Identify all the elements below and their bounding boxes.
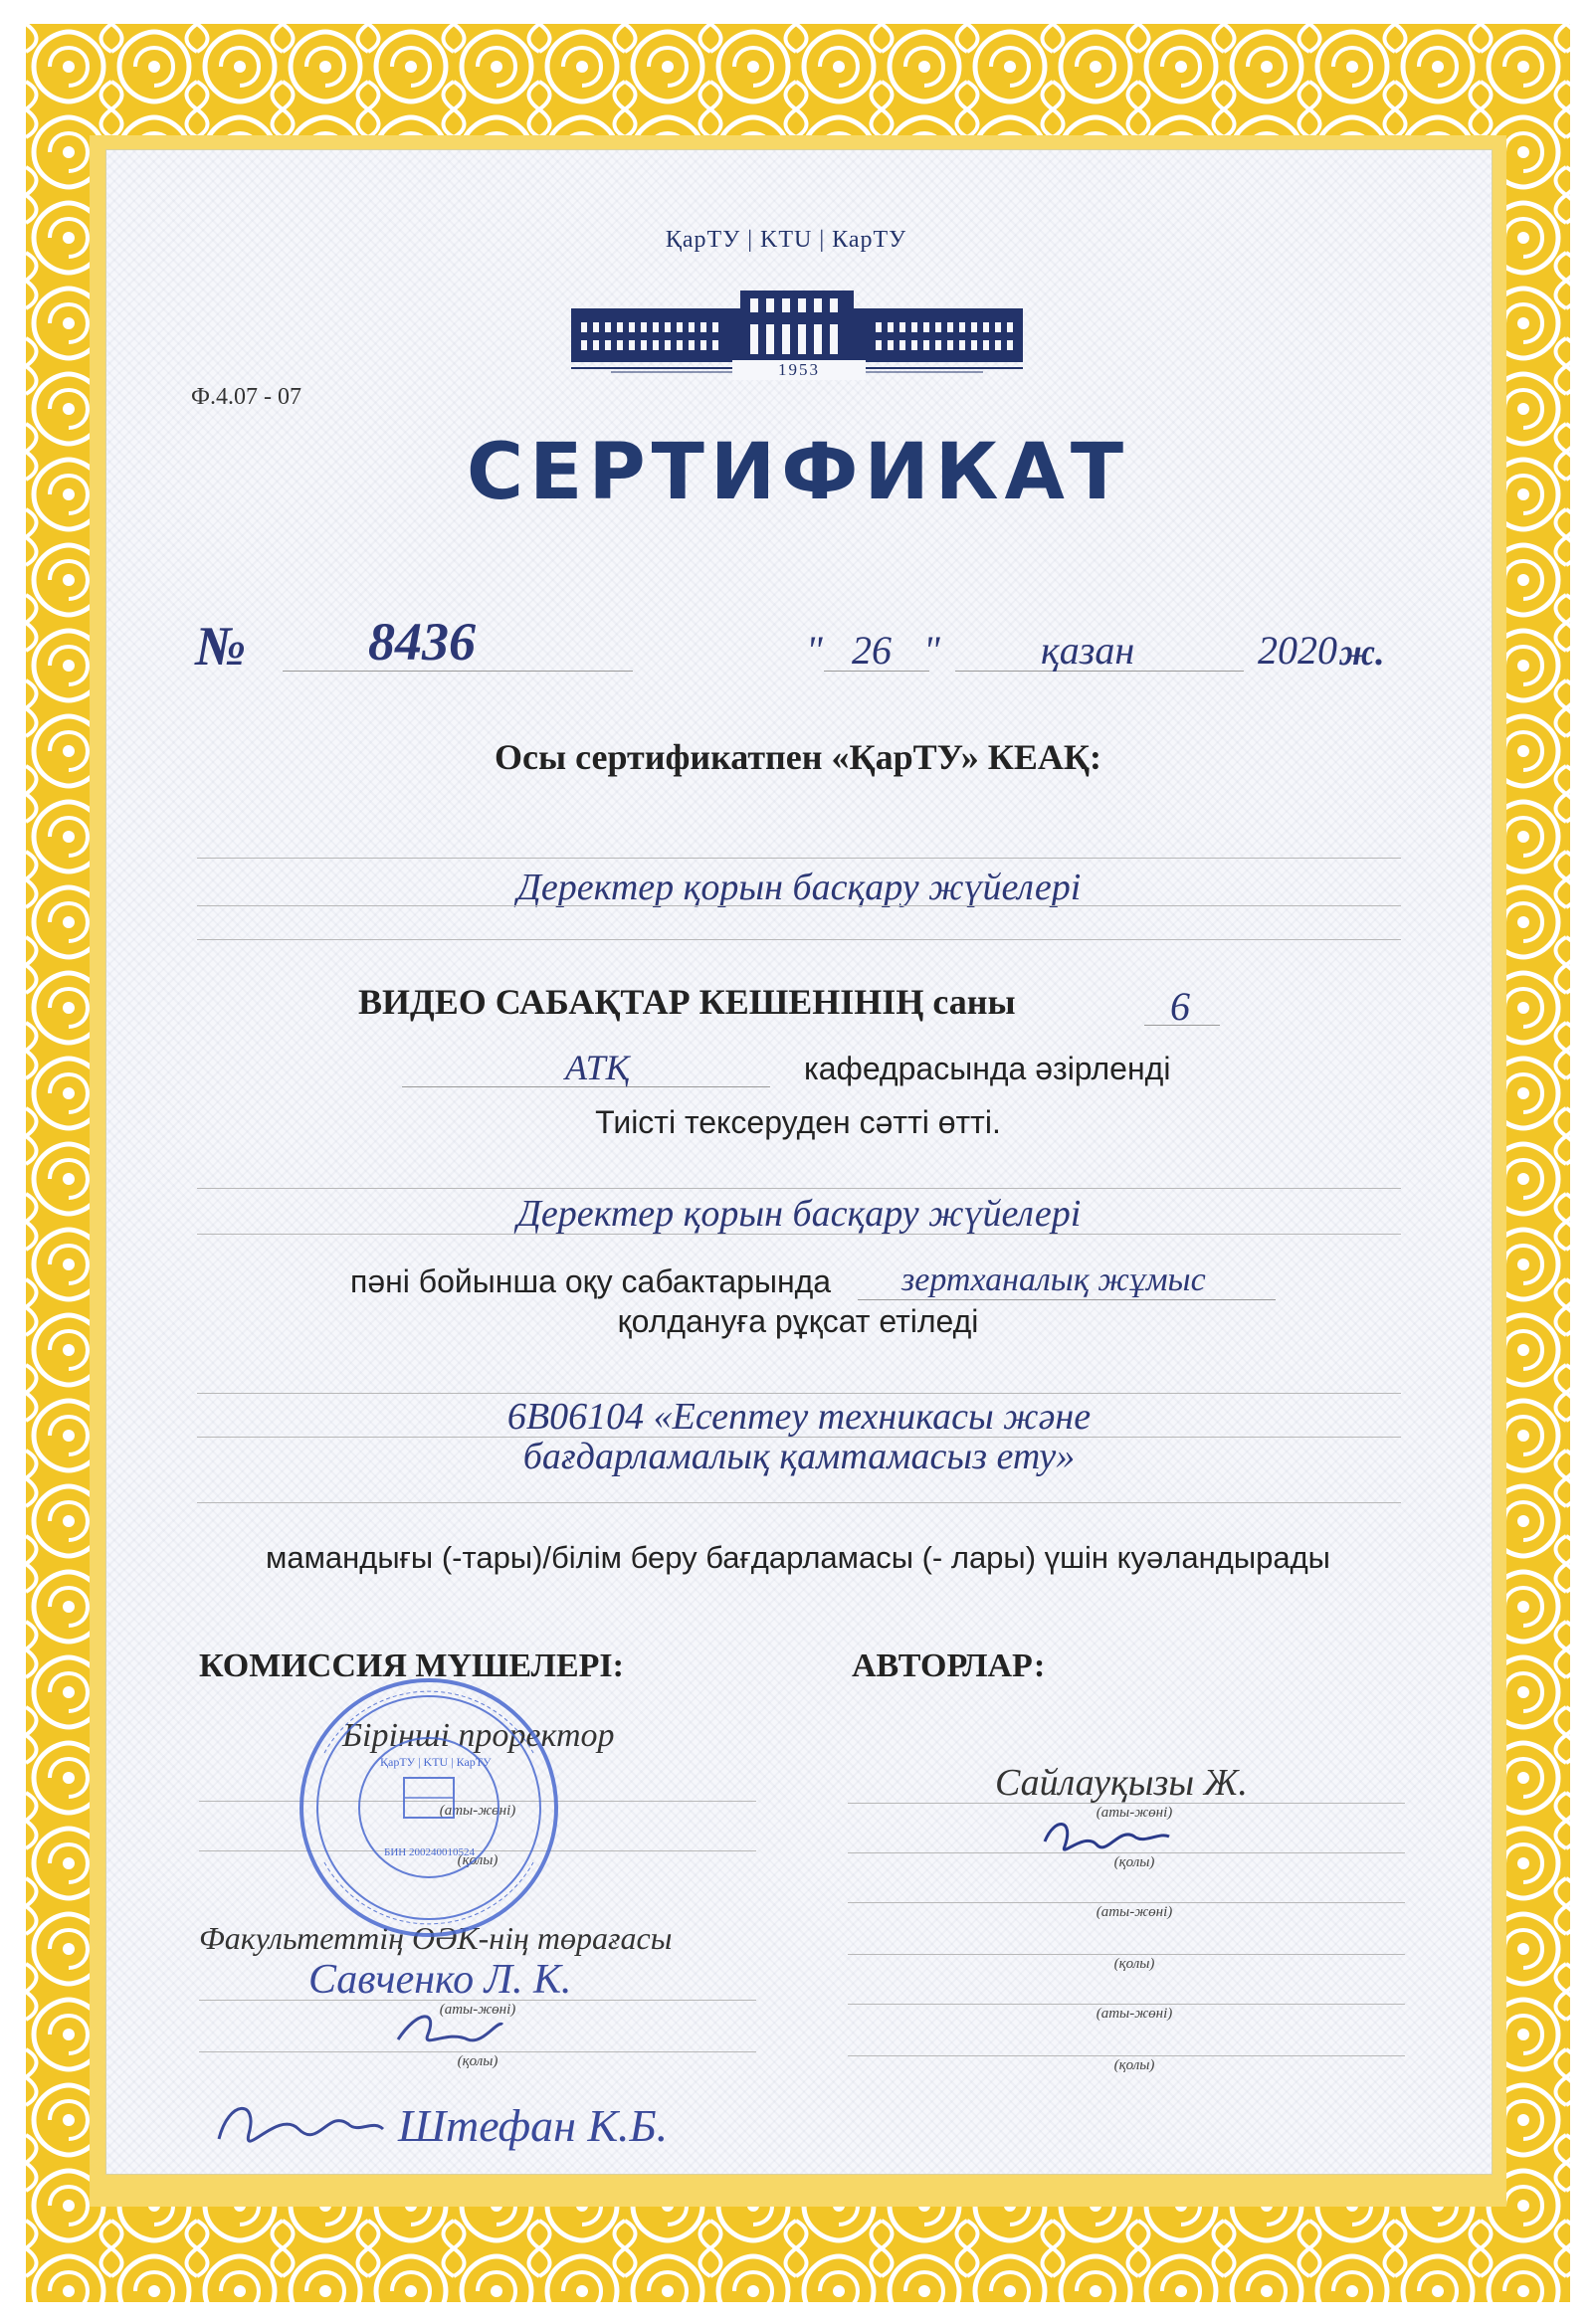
number-label: № xyxy=(195,616,247,678)
signature-line xyxy=(848,2055,1405,2056)
program-line-2: бағдарламалық қамтамасыз ету» xyxy=(522,1436,1076,1477)
usage-type-underline xyxy=(858,1299,1276,1300)
signature-line xyxy=(848,2004,1405,2005)
author1-name: Сайлауқызы Ж. xyxy=(995,1762,1248,1804)
commission-heading: КОМИССИЯ МҮШЕЛЕРІ: xyxy=(199,1647,624,1684)
commission-name-label-2: (аты-жөні) xyxy=(439,2002,516,2018)
blank-line xyxy=(197,1393,1401,1394)
official-stamp xyxy=(295,1673,563,1942)
commission-name-label-1: (аты-жөні) xyxy=(439,1803,516,1819)
date-year-suffix: ж. xyxy=(1339,632,1385,674)
author-name-label-3: (аты-жөні) xyxy=(1096,2006,1173,2022)
course-name-2: Деректер қорын басқару жүйелері xyxy=(516,1193,1082,1235)
usage-suffix: қолдануға рұқсат етіледі xyxy=(617,1303,979,1339)
department-suffix: кафедрасында әзірленді xyxy=(804,1051,1171,1086)
blank-line xyxy=(197,939,1401,940)
program-line-1: 6В06104 «Есептеу техникасы және xyxy=(506,1396,1092,1438)
signature-line xyxy=(848,1902,1405,1903)
usage-prefix: пәні бойынша оқу сабактарында xyxy=(350,1263,832,1299)
video-count: 6 xyxy=(1170,984,1190,1029)
author-name-label-2: (аты-жөні) xyxy=(1096,1904,1173,1920)
certificate-number: 8436 xyxy=(368,612,476,672)
signature-line xyxy=(848,1803,1405,1804)
author-signature-label-1: (қолы) xyxy=(1113,1854,1155,1870)
course-name-1: Деректер қорын басқару жүйелері xyxy=(516,867,1082,908)
blank-line xyxy=(197,905,1401,906)
extra-signature-name: Штефан К.Б. xyxy=(398,2100,669,2151)
intro-text: Осы сертификатпен «ҚарТУ» КЕАҚ: xyxy=(494,737,1101,777)
certifies-text: мамандығы (-тары)/білім беру бағдарламасы (- лары) үшін куәландырады xyxy=(266,1540,1330,1575)
form-code: Ф.4.07 - 07 xyxy=(191,384,301,410)
university-names: ҚарТУ | KTU | КарТУ xyxy=(665,227,907,253)
stamp-bin: БИН 200240010524 xyxy=(384,1846,475,1858)
commission-signature-label-2: (қолы) xyxy=(457,2053,499,2069)
video-complex-label: ВИДЕО САБАҚТАР КЕШЕНІНІҢ саны xyxy=(358,982,1016,1022)
author-signature-label-2: (қолы) xyxy=(1113,1956,1155,1972)
usage-type: зертханалық жұмыс xyxy=(901,1261,1206,1298)
signature-line xyxy=(848,1852,1405,1853)
author-name-label-1: (аты-жөні) xyxy=(1096,1805,1173,1821)
date-day: 26 xyxy=(852,628,892,673)
date-quote-open: " xyxy=(806,628,823,673)
author-signature-label-3: (қолы) xyxy=(1113,2057,1155,2073)
blank-line xyxy=(197,858,1401,859)
passed-review-text: Тиісті тексеруден сәтті өтті. xyxy=(595,1104,1001,1140)
blank-line xyxy=(197,1188,1401,1189)
authors-heading: АВТОРЛАР: xyxy=(852,1647,1046,1684)
commission-member1-role: Бірінші проректор xyxy=(342,1717,615,1754)
extra-signature-scribble xyxy=(209,2089,388,2169)
blank-line xyxy=(197,1234,1401,1235)
signature-line xyxy=(848,1954,1405,1955)
stamp-center-text: ҚарТУ | KTU | КарТУ xyxy=(380,1755,492,1769)
commission-member2-name: Савченко Л. К. xyxy=(308,1957,572,2003)
department-name: АТҚ xyxy=(565,1048,630,1087)
date-month: қазан xyxy=(1041,628,1135,673)
commission-signature-label-1: (қолы) xyxy=(457,1852,499,1868)
foundation-year: 1953 xyxy=(732,360,866,380)
commission-member2-role: Факультеттің ОӘК-нің төрағасы xyxy=(199,1920,673,1956)
blank-line xyxy=(197,1502,1401,1503)
commission-signature-2 xyxy=(388,2000,507,2059)
date-quote-close: " xyxy=(923,628,940,673)
date-year: 2020 xyxy=(1258,628,1337,673)
certificate-title: СЕРТИФИКАТ xyxy=(466,428,1130,517)
